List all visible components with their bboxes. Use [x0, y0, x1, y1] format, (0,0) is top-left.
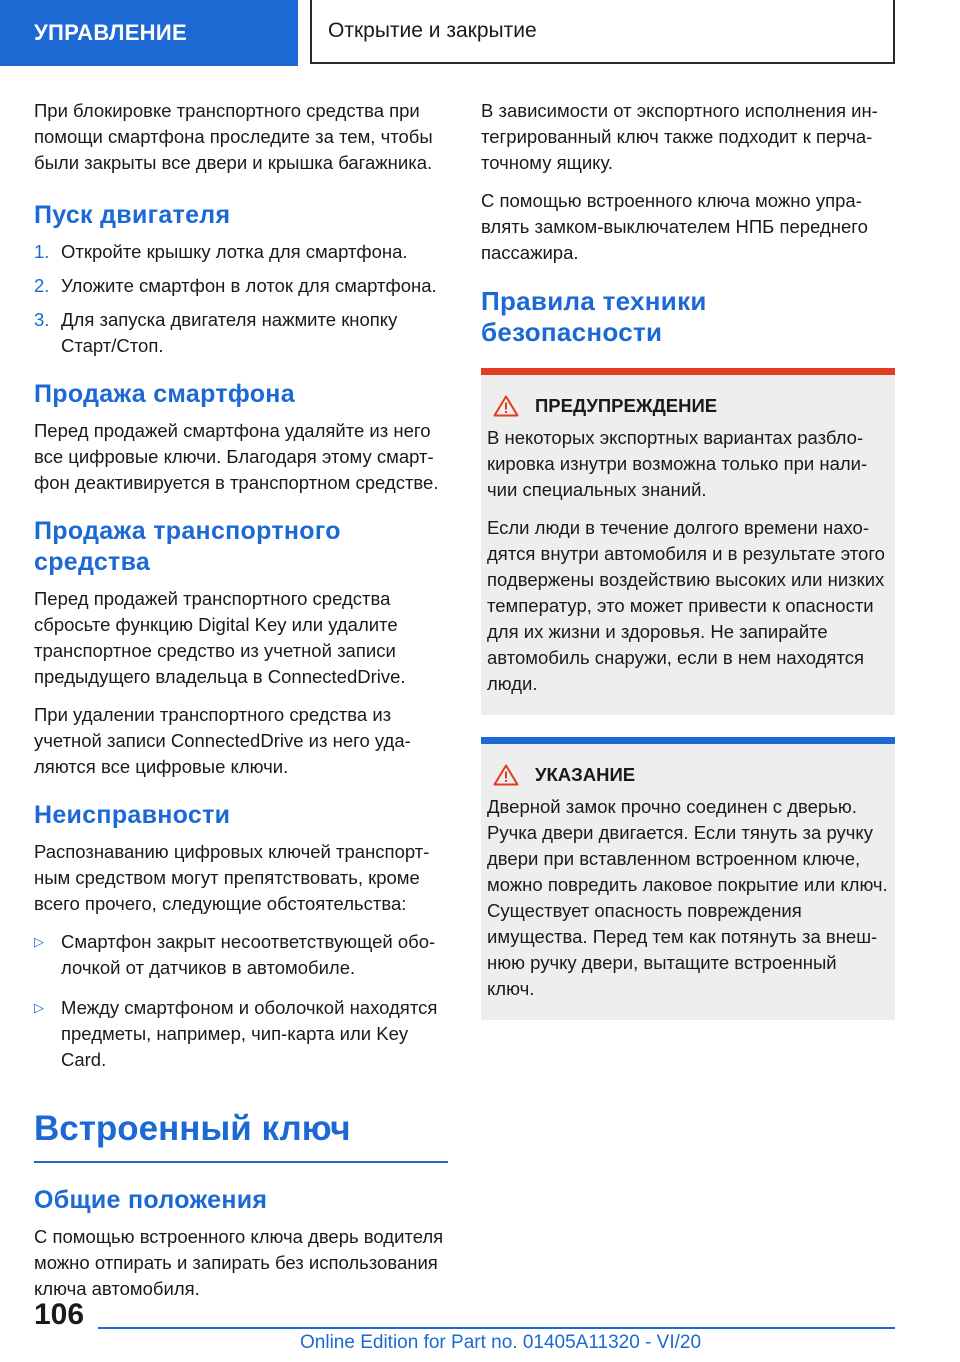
faults-list: [34, 929, 448, 1073]
footer-edition[interactable]: Online Edition for Part no. 01405A11320 - VI/20: [300, 1332, 702, 1353]
notice-paragraph: Дверной замок прочно соединен с дверью. Ручка двери двигается. Если тянуть за ручку двери при вставленном встроенном ключе, можно повредить лаковое покрытие или ключ. Существует опасность повреждения имущества. Перед тем как потянуть за внешнюю ручку двери, вытащите встроенный ключ.: [487, 796, 888, 999]
left-column: [34, 98, 448, 1314]
step-number: 1.: [34, 241, 50, 262]
list-item: [34, 239, 448, 265]
list-item: [34, 929, 448, 981]
heading-sell-vehicle: Продажа транспортного средства: [34, 517, 341, 576]
list-item: [34, 995, 448, 1073]
heading-general: Общие положения: [34, 1186, 268, 1214]
page-number: 106: [34, 1298, 85, 1331]
notice-header: [487, 764, 889, 786]
sell-vehicle-paragraph-2: При удалении транспортного средства из учетной записи ConnectedDrive из него удаляются все цифровые ключи.: [34, 704, 411, 777]
warning-triangle-icon: [493, 395, 519, 417]
right-column: [481, 98, 895, 1042]
chapter-title: Открытие и закрытие: [310, 0, 895, 64]
engine-start-steps: [34, 239, 448, 359]
heading-engine-start: Пуск двигателя: [34, 201, 231, 229]
list-item: [34, 307, 448, 359]
warning-paragraph-1: В некоторых экспортных вариантах разблокировка изнутри возможна только при наличии специальных знаний.: [487, 427, 868, 500]
step-text: Для запуска двигателя нажмите кнопку Старт/Стоп.: [61, 309, 398, 356]
heading-divider: [34, 1161, 448, 1163]
heading-safety: Правила техники безопасности: [481, 286, 707, 347]
warning-box: [481, 368, 895, 715]
airbag-paragraph: С помощью встроенного ключа можно управлять замком-выключателем НПБ переднего пассажира.: [481, 190, 868, 263]
sell-vehicle-paragraph-1: Перед продажей транспортного средства сбросьте функцию Digital Key или удалите транспортное средство из учетной записи предыдущего владельца в ConnectedDrive.: [34, 588, 406, 687]
bullet-triangle-icon: ▷: [34, 1000, 44, 1015]
warning-header: [487, 395, 889, 417]
bullet-triangle-icon: ▷: [34, 934, 44, 949]
warning-paragraph-2: Если люди в течение долгого времени находятся внутри автомобиля и в результате этого подвержены воздействию высоких или низких температур, это может привести к опасности для их жизни и здоровья. Не запирайте автомобиль снаружи, если в нем находятся люди.: [487, 517, 885, 694]
builtin-key-paragraph: С помощью встроенного ключа дверь водителя можно отпирать и запирать без использования ключа автомобиля.: [34, 1226, 444, 1299]
heading-sell-phone: Продажа смартфона: [34, 380, 295, 408]
sell-phone-paragraph: Перед продажей смартфона удаляйте из него все цифровые ключи. Благодаря этому смартфон деактивируется в транспортном средстве.: [34, 420, 439, 493]
notice-box: [481, 737, 895, 1020]
step-text: Уложите смартфон в лоток для смартфона.: [61, 275, 437, 296]
warning-title: ПРЕДУПРЕЖДЕНИЕ: [535, 395, 718, 416]
section-tab[interactable]: УПРАВЛЕНИЕ: [0, 0, 298, 66]
notice-title: УКАЗАНИЕ: [535, 764, 636, 785]
heading-faults: Неисправности: [34, 801, 231, 829]
heading-builtin-key: Встроенный ключ: [34, 1109, 351, 1148]
faults-paragraph: Распознаванию цифровых ключей транспортным средством могут препятствовать, кроме всего прочего, следующие обстоятельства:: [34, 841, 430, 914]
footer-divider: [98, 1327, 895, 1329]
warning-triangle-icon: [493, 764, 519, 786]
list-item: [34, 273, 448, 299]
intro-paragraph: При блокировке транспортного средства при помощи смартфона проследите за тем, чтобы были закрыты все двери и крышка багажника.: [34, 100, 433, 173]
bullet-text: Между смартфоном и оболочкой находятся предметы, например, чип-карта или Key Card.: [61, 997, 438, 1070]
bullet-text: Смартфон закрыт несоответствующей оболочкой от датчиков в автомобиле.: [61, 931, 436, 978]
step-text: Откройте крышку лотка для смартфона.: [61, 241, 408, 262]
glovebox-paragraph: В зависимости от экспортного исполнения интегрированный ключ также подходит к перчаточному ящику.: [481, 100, 878, 173]
step-number: 2.: [34, 275, 50, 296]
step-number: 3.: [34, 309, 50, 330]
